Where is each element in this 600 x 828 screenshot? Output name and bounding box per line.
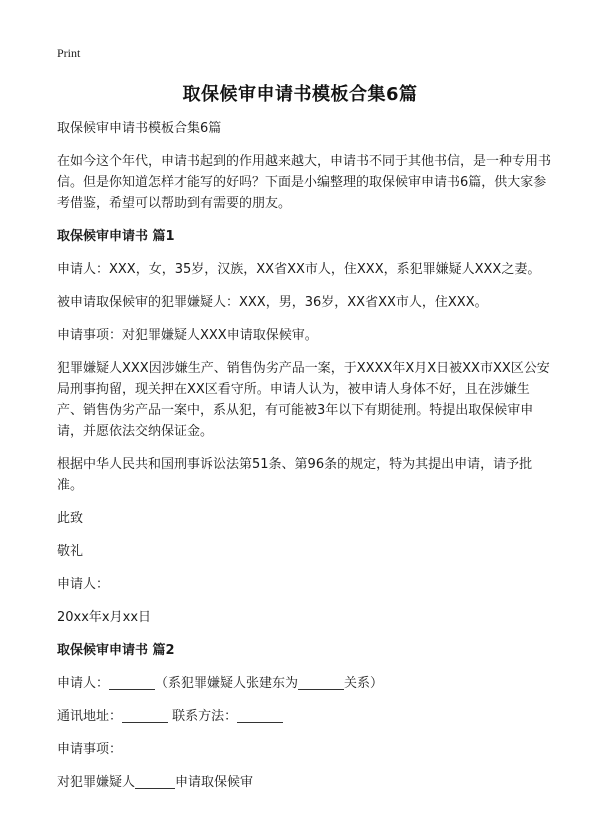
contact-blank [237, 708, 283, 723]
print-link[interactable]: Print [57, 46, 81, 60]
section1-matter: 申请事项：对犯罪嫌疑人XXX申请取保候审。 [57, 328, 318, 343]
section1-suspect: 被申请取保候审的犯罪嫌疑人：XXX，男，36岁，XX省XX市人，住XXX。 [57, 295, 488, 310]
subtitle-paragraph: 取保候审申请书模板合集6篇 [57, 121, 222, 136]
section1-closing1: 此致 [57, 511, 84, 526]
section1-reason: 犯罪嫌疑人XXX因涉嫌生产、销售伪劣产品一案，于XXXX年X月X日被XX市XX区公安局刑事拘留，现关押在XX区看守所。申请人认为，被申请人身体不好，且在涉嫌生产、销售伪劣产品一案中，系从犯，有可能被3年以下有期徒刑。特提出取保候审申请，并愿依法交纳保证金。 [57, 361, 550, 439]
section2-address-prefix: 通讯地址： [57, 709, 123, 724]
intro-paragraph: 在如今这个年代，申请书起到的作用越来越大，申请书不同于其他书信，是一种专用书信。但是你知道怎样才能写的好吗？下面是小编整理的取保候审申请书6篇，供大家参考借鉴，希望可以帮助到有需要的朋友。 [57, 154, 552, 211]
section2-applicant [57, 673, 552, 694]
section1-heading: 取保候审申请书 篇1 [57, 229, 175, 244]
section2-applicant-mid: （系犯罪嫌疑人张建东为 [155, 676, 299, 691]
section1-closing2: 敬礼 [57, 544, 84, 559]
section2-applicant-suffix: 关系） [344, 676, 384, 691]
section2-request-suffix: 申请取保候审 [175, 775, 254, 790]
section1-basis: 根据中华人民共和国刑事诉讼法第51条、第96条的规定，特为其提出申请，请予批准。 [57, 457, 533, 493]
section2-request [57, 772, 552, 793]
suspect-name-blank [135, 774, 175, 789]
applicant-blank [109, 675, 155, 690]
section1-date: 20xx年x月xx日 [57, 610, 152, 625]
section2-contact-prefix: 联系方法： [172, 709, 238, 724]
page-title: 取保候审申请书模板合集6篇 [182, 84, 418, 105]
section2-address [57, 706, 552, 727]
section2-request-prefix: 对犯罪嫌疑人 [57, 775, 136, 790]
section1-signature: 申请人： [57, 577, 110, 592]
section2-applicant-prefix: 申请人： [57, 676, 110, 691]
relation-blank [298, 675, 344, 690]
address-blank [122, 708, 168, 723]
section1-applicant: 申请人：XXX，女，35岁，汉族，XX省XX市人，住XXX，系犯罪嫌疑人XXX之妻。 [57, 262, 541, 277]
section2-matter: 申请事项： [57, 742, 123, 757]
section2-heading: 取保候审申请书 篇2 [57, 643, 175, 658]
document-body [57, 118, 552, 805]
